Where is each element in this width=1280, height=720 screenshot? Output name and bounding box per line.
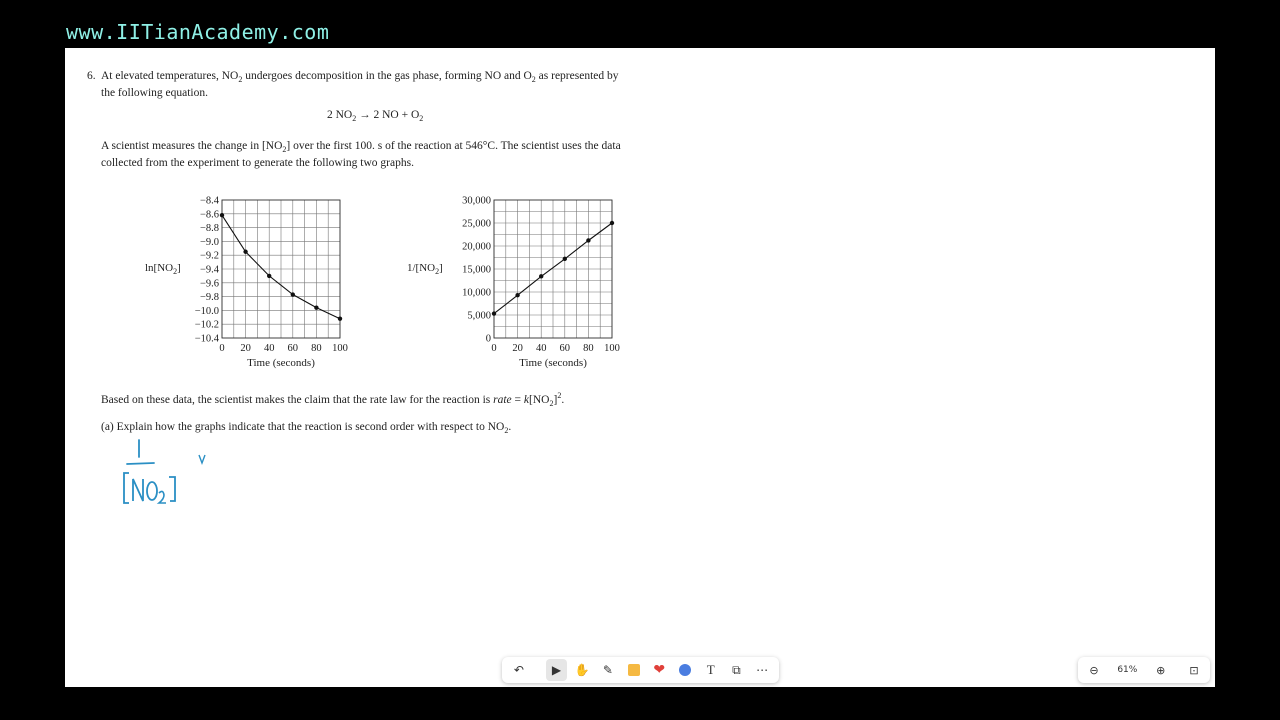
watermark: www.IITianAcademy.com bbox=[66, 20, 330, 44]
ink-check-mark bbox=[199, 455, 205, 463]
shape-bubble-icon[interactable] bbox=[674, 659, 696, 681]
x-tick-label: 20 bbox=[240, 343, 251, 354]
y-tick-label: −10.4 bbox=[194, 333, 219, 345]
claim-text: Based on these data, the scientist makes the claim that the rate law for the reaction is rate = $k[NO_2]^2$. bbox=[101, 391, 565, 408]
heart-sticker-icon[interactable]: ❤ bbox=[653, 662, 666, 678]
data-point bbox=[610, 221, 614, 225]
y-tick-label: 0 bbox=[485, 333, 491, 345]
y-tick-label: 25,000 bbox=[462, 218, 491, 230]
pen-icon[interactable]: ✎ bbox=[602, 663, 613, 677]
data-point bbox=[243, 250, 247, 254]
x-tick-label: 20 bbox=[512, 343, 523, 354]
y-tick-label: −10.2 bbox=[194, 319, 219, 331]
data-point bbox=[539, 274, 543, 278]
reaction-equation: 2 $NO_2 \to 2$ NO + $O_2$ bbox=[327, 109, 424, 123]
x-tick-label: 0 bbox=[491, 343, 497, 354]
measurement-text: A scientist measures the change in $[NO_2]$ over the first 100. s of the reaction at 546°C. The scientist uses the data collected from the experiment to generate the following two graphs. bbox=[101, 140, 621, 169]
y-tick-label: −8.4 bbox=[199, 195, 219, 207]
y-tick-label: 20,000 bbox=[462, 241, 491, 253]
y-tick-label: −9.2 bbox=[199, 250, 219, 262]
ink-subscript-2 bbox=[159, 491, 166, 503]
ink-fraction-bar bbox=[127, 463, 154, 464]
zoom-out-icon[interactable]: ⊖ bbox=[1089, 663, 1099, 677]
x-tick-label: 80 bbox=[311, 343, 322, 354]
ln-no2-chart bbox=[145, 196, 348, 370]
y-tick-label: 5,000 bbox=[467, 310, 491, 322]
ink-letter-o bbox=[147, 482, 157, 500]
x-tick-label: 60 bbox=[287, 343, 299, 354]
y-tick-label: −10.0 bbox=[194, 305, 219, 317]
ink-letter-n bbox=[133, 479, 143, 501]
more-icon[interactable]: ⋯ bbox=[756, 663, 769, 677]
toolbar-divider bbox=[534, 659, 542, 681]
x-tick-label: 100 bbox=[604, 343, 620, 354]
handwritten-note bbox=[115, 433, 225, 513]
text-icon[interactable]: T bbox=[706, 662, 715, 677]
fit-screen-icon[interactable]: ⊡ bbox=[1189, 663, 1199, 677]
x-tick-label: 40 bbox=[263, 343, 275, 354]
y-tick-label: 30,000 bbox=[462, 195, 491, 207]
data-point bbox=[586, 238, 590, 242]
ink-close-bracket bbox=[169, 477, 175, 501]
zoom-level: 61% bbox=[1117, 665, 1138, 675]
x-tick-label: 0 bbox=[219, 343, 225, 354]
data-point bbox=[267, 274, 271, 278]
y-tick-label: −9.6 bbox=[199, 278, 219, 290]
y-tick-label: 10,000 bbox=[462, 287, 491, 299]
x-tick-label: 60 bbox=[559, 343, 571, 354]
data-point bbox=[220, 213, 224, 217]
y-axis-label: $1/[NO_2]$ bbox=[407, 262, 443, 276]
y-tick-label: −9.4 bbox=[199, 264, 219, 276]
part-a-prompt: (a) Explain how the graphs indicate that the reaction is second order with respect to $NO_2$. bbox=[101, 421, 512, 435]
pointer-icon[interactable]: ▶ bbox=[546, 659, 568, 681]
graphs bbox=[135, 188, 655, 383]
y-tick-label: 15,000 bbox=[462, 264, 491, 276]
x-tick-label: 100 bbox=[332, 343, 348, 354]
hand-icon[interactable]: ✋ bbox=[574, 663, 590, 677]
data-point bbox=[515, 293, 519, 297]
ink-open-bracket bbox=[124, 473, 129, 503]
y-tick-label: −8.6 bbox=[199, 209, 219, 221]
x-axis-label: Time (seconds) bbox=[247, 357, 315, 369]
shapes-icon[interactable]: ⧉ bbox=[732, 662, 741, 677]
inverse-no2-chart bbox=[407, 196, 620, 370]
sticky-note-icon[interactable] bbox=[623, 659, 645, 681]
data-point bbox=[563, 257, 567, 261]
whiteboard-canvas[interactable] bbox=[65, 48, 1215, 687]
x-axis-label: Time (seconds) bbox=[519, 357, 587, 369]
y-axis-label: $\ln[NO_2]$ bbox=[145, 262, 181, 276]
x-tick-label: 40 bbox=[535, 343, 547, 354]
data-point bbox=[314, 305, 318, 309]
y-tick-label: −8.8 bbox=[199, 223, 219, 235]
data-point bbox=[338, 316, 342, 320]
x-tick-label: 80 bbox=[583, 343, 594, 354]
zoom-controls bbox=[1078, 657, 1210, 683]
zoom-in-icon[interactable]: ⊕ bbox=[1156, 663, 1166, 677]
data-point bbox=[291, 292, 295, 296]
data-point bbox=[492, 311, 496, 315]
y-tick-label: −9.8 bbox=[199, 292, 219, 304]
question-intro: At elevated temperatures, $NO_2$ undergoes decomposition in the gas phase, forming NO and $O_2$ as represented by the following equation. bbox=[101, 70, 619, 99]
question-number: 6. bbox=[87, 70, 96, 82]
y-tick-label: −9.0 bbox=[199, 236, 219, 248]
undo-icon[interactable]: ↶ bbox=[513, 663, 524, 677]
drawing-toolbar bbox=[502, 657, 779, 683]
